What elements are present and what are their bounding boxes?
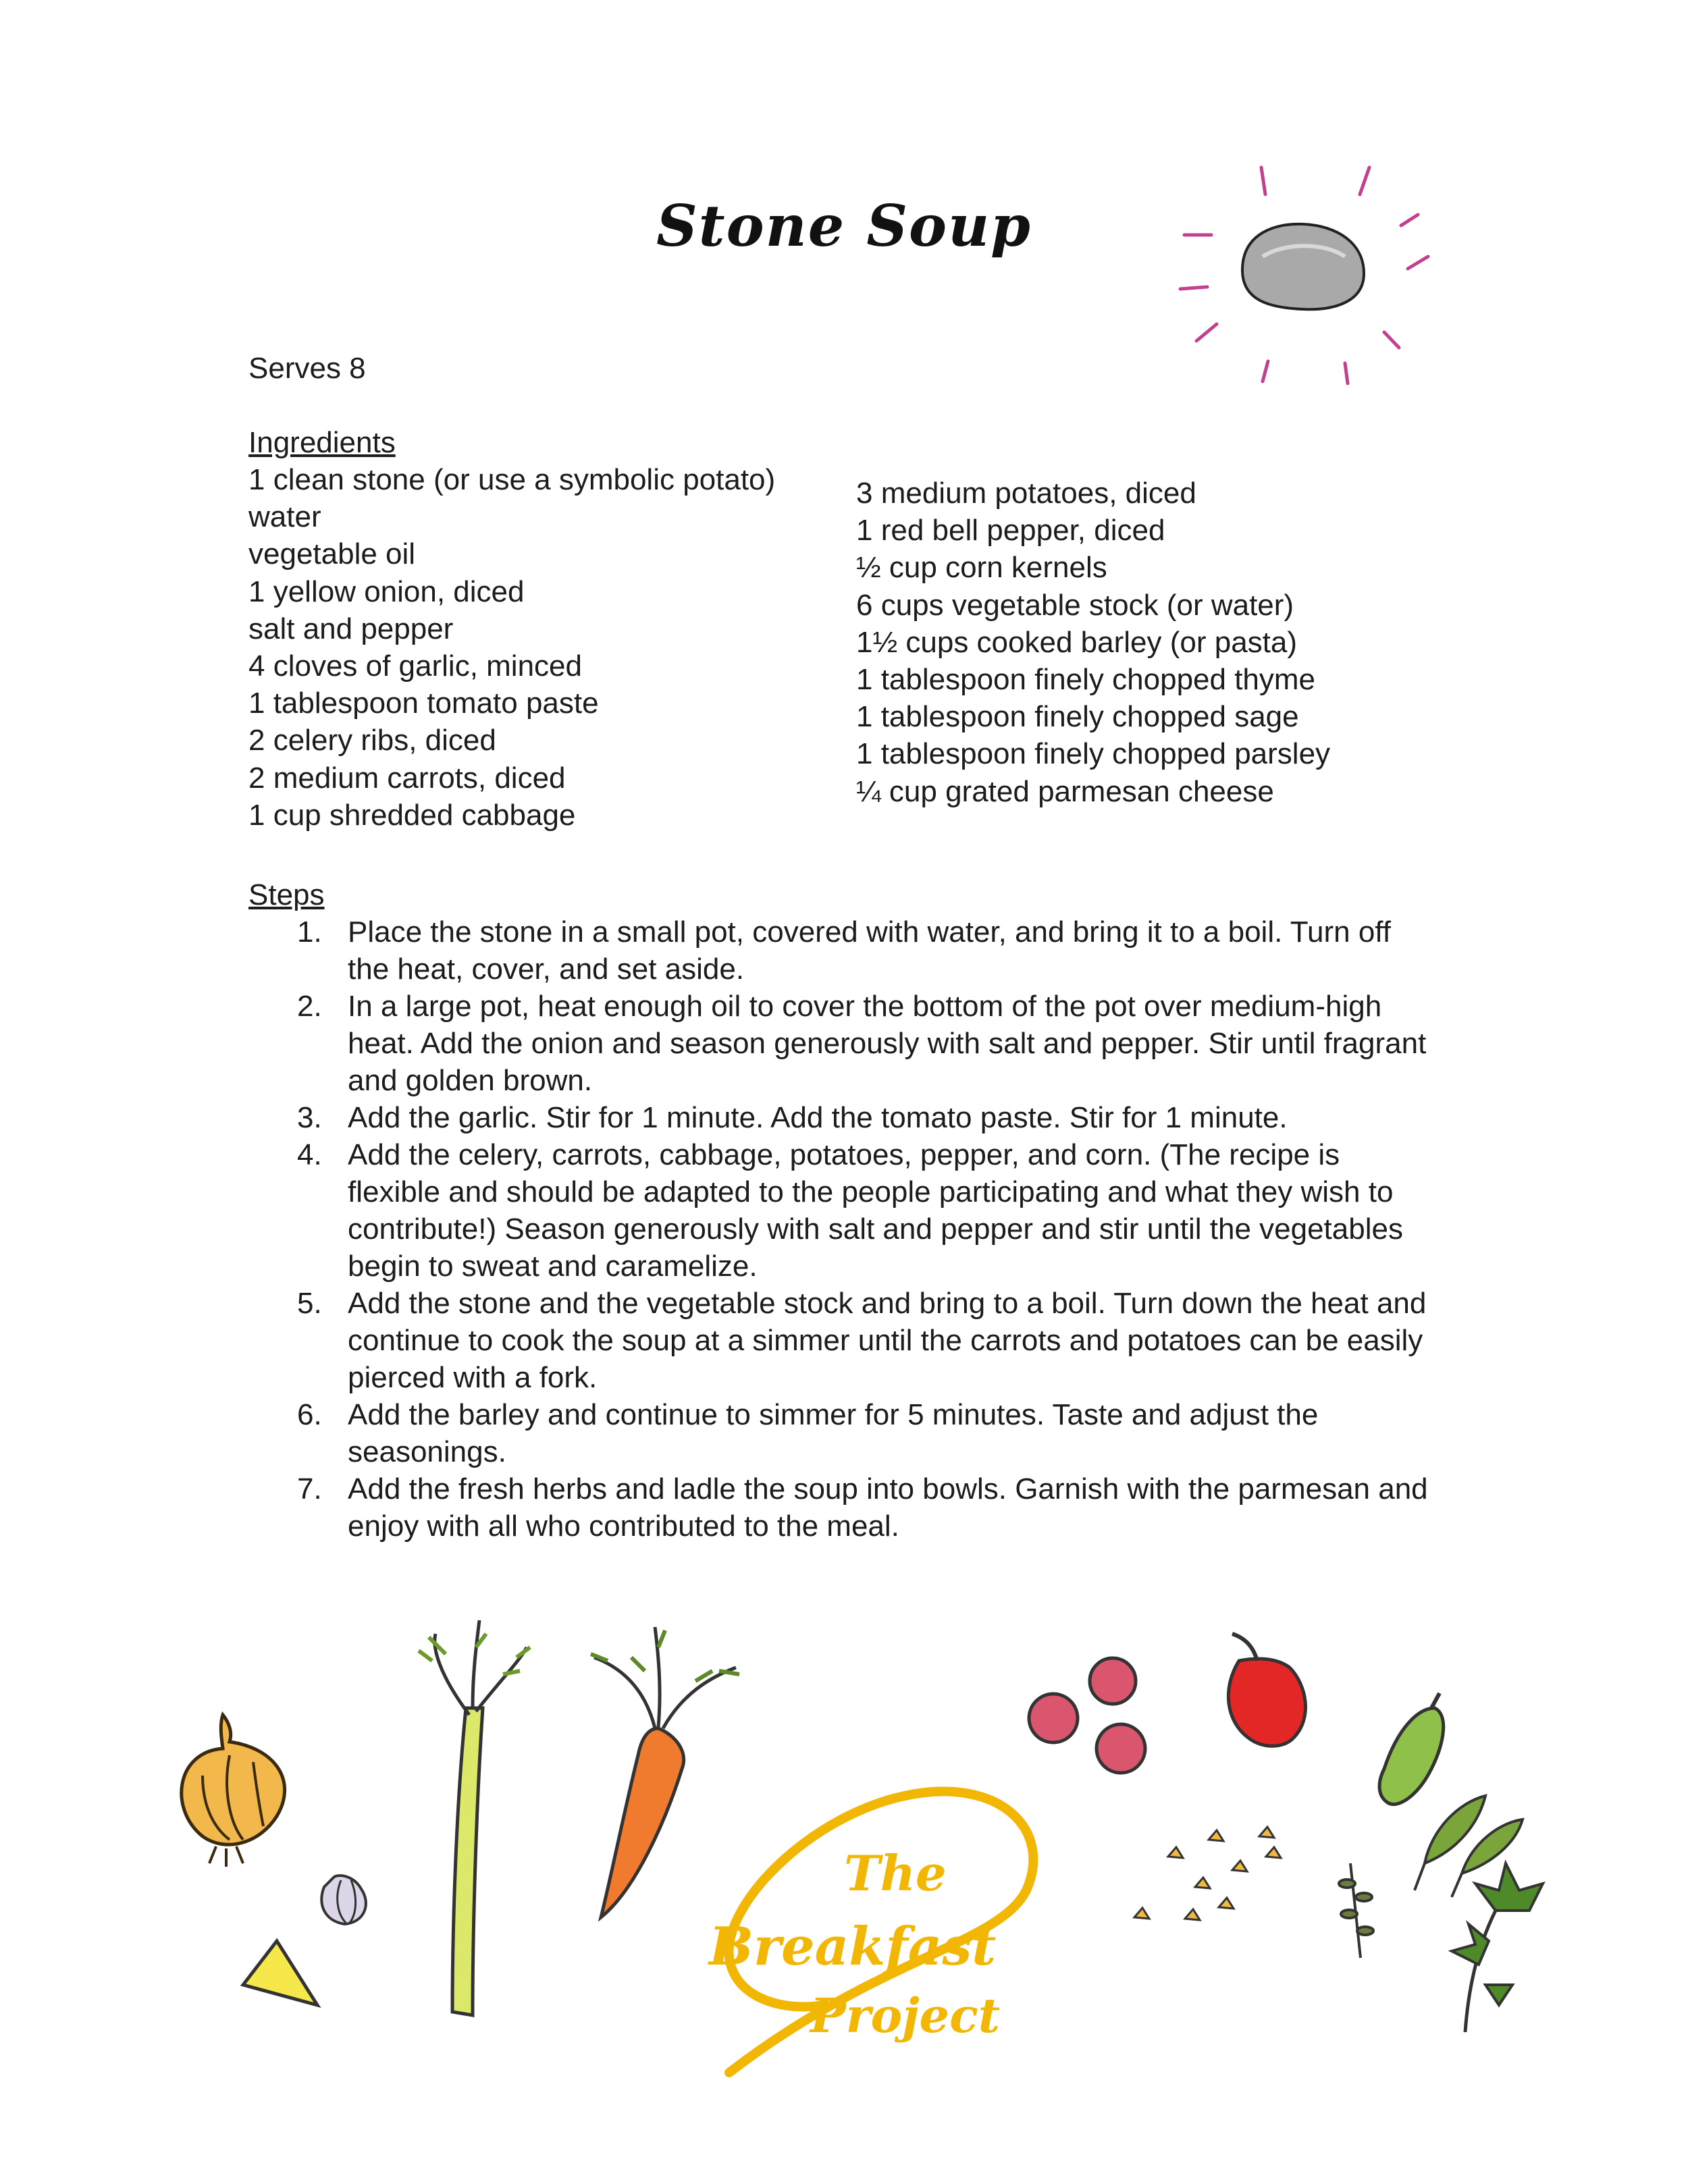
logo-project: Project [810, 1988, 1001, 2044]
ingredient-item: ½ cup corn kernels [856, 551, 1107, 585]
ingredient-item: vegetable oil [248, 537, 416, 571]
ingredient-item: water [248, 500, 321, 534]
stone-illustration [1168, 155, 1452, 398]
step-item [248, 988, 1437, 1099]
ingredient-item: 1 clean stone (or use a symbolic potato) [248, 463, 776, 496]
garlic-icon [321, 1875, 366, 1924]
step-item [248, 1396, 1437, 1470]
step-number: 5. [297, 1287, 322, 1320]
step-number: 3. [297, 1101, 322, 1134]
step-text: In a large pot, heat enough oil to cover the bottom of the pot over medium-high heat. Add the onion and season generously with salt and pepper. Stir until fragrant and golden brown. [348, 990, 1427, 1097]
step-number: 4. [297, 1138, 322, 1171]
ingredient-item: 1 yellow onion, diced [248, 575, 525, 608]
carrot-icon [591, 1627, 739, 1917]
step-number: 1. [297, 915, 322, 949]
breakfast-project-logo [708, 1792, 1033, 2073]
red-pepper-icon [1228, 1634, 1305, 1746]
step-number: 2. [297, 990, 322, 1023]
ingredient-item: 1½ cups cooked barley (or pasta) [856, 625, 1298, 659]
ingredient-item: 1 tablespoon tomato paste [248, 687, 599, 720]
steps-heading: Steps [248, 878, 325, 911]
corn-kernels-icon [1134, 1827, 1281, 1920]
step-number: 6. [297, 1398, 322, 1431]
celery-icon [419, 1620, 530, 2015]
vegetable-illustrations [0, 1607, 1688, 2079]
ingredient-item: 3 medium potatoes, diced [856, 477, 1196, 510]
ingredient-item: 1 red bell pepper, diced [856, 514, 1165, 548]
serves: Serves 8 [248, 352, 366, 385]
step-text: Add the fresh herbs and ladle the soup into bowls. Garnish with the parmesan and enjoy with all who contributed to the meal. [348, 1472, 1428, 1543]
thyme-icon [1339, 1863, 1373, 1958]
logo-the: The [844, 1844, 947, 1902]
step-item [248, 1099, 1437, 1136]
ingredient-item: 6 cups vegetable stock (or water) [856, 588, 1294, 622]
parsley-icon [1452, 1863, 1543, 2032]
step-item [248, 1470, 1437, 1545]
step-text: Place the stone in a small pot, covered with water, and bring it to a boil. Turn off the heat, cover, and set aside. [348, 915, 1391, 986]
onion-icon [182, 1715, 285, 1867]
step-text: Add the barley and continue to simmer for 5 minutes. Taste and adjust the seasonings. [348, 1398, 1319, 1468]
ingredient-item: 2 celery ribs, diced [248, 724, 496, 757]
ingredients-heading: Ingredients [248, 426, 396, 459]
steps-list [248, 913, 1437, 1545]
ingredient-item: 1 tablespoon finely chopped thyme [856, 663, 1316, 697]
step-text: Add the stone and the vegetable stock and bring to a boil. Turn down the heat and continue to cook the soup at a simmer until the carrots and potatoes can be easily pierced with a fork. [348, 1287, 1427, 1394]
ingredient-item: 1 tablespoon finely chopped sage [856, 700, 1299, 734]
ingredient-item: salt and pepper [248, 612, 454, 645]
recipe-title: Stone Soup [656, 192, 1032, 259]
ingredients-column-2 [856, 475, 1330, 810]
step-item [248, 1136, 1437, 1285]
ingredients-column-1 [248, 461, 775, 834]
potatoes-icon [1029, 1658, 1145, 1773]
step-item [248, 1285, 1437, 1396]
ingredient-item: 2 medium carrots, diced [248, 761, 566, 795]
ingredient-item: 1 tablespoon finely chopped parsley [856, 737, 1331, 771]
ingredient-item: 1 cup shredded cabbage [248, 798, 576, 832]
step-text: Add the garlic. Stir for 1 minute. Add the tomato paste. Stir for 1 minute. [348, 1101, 1288, 1134]
ingredient-item: ¼ cup grated parmesan cheese [856, 774, 1274, 808]
cheese-icon [243, 1941, 317, 2005]
step-text: Add the celery, carrots, cabbage, potatoes, pepper, and corn. (The recipe is flexible and should be adapted to the people participating and what they wish to contribute!) Season generously with salt and pepper and stir until the vegetables begin to sweat and caramelize. [348, 1138, 1403, 1283]
ingredient-item: 4 cloves of garlic, minced [248, 649, 582, 683]
step-item [248, 913, 1437, 988]
logo-breakfast: Breakfast [709, 1916, 997, 1977]
step-number: 7. [297, 1472, 322, 1506]
zucchini-icon [1379, 1693, 1444, 1805]
